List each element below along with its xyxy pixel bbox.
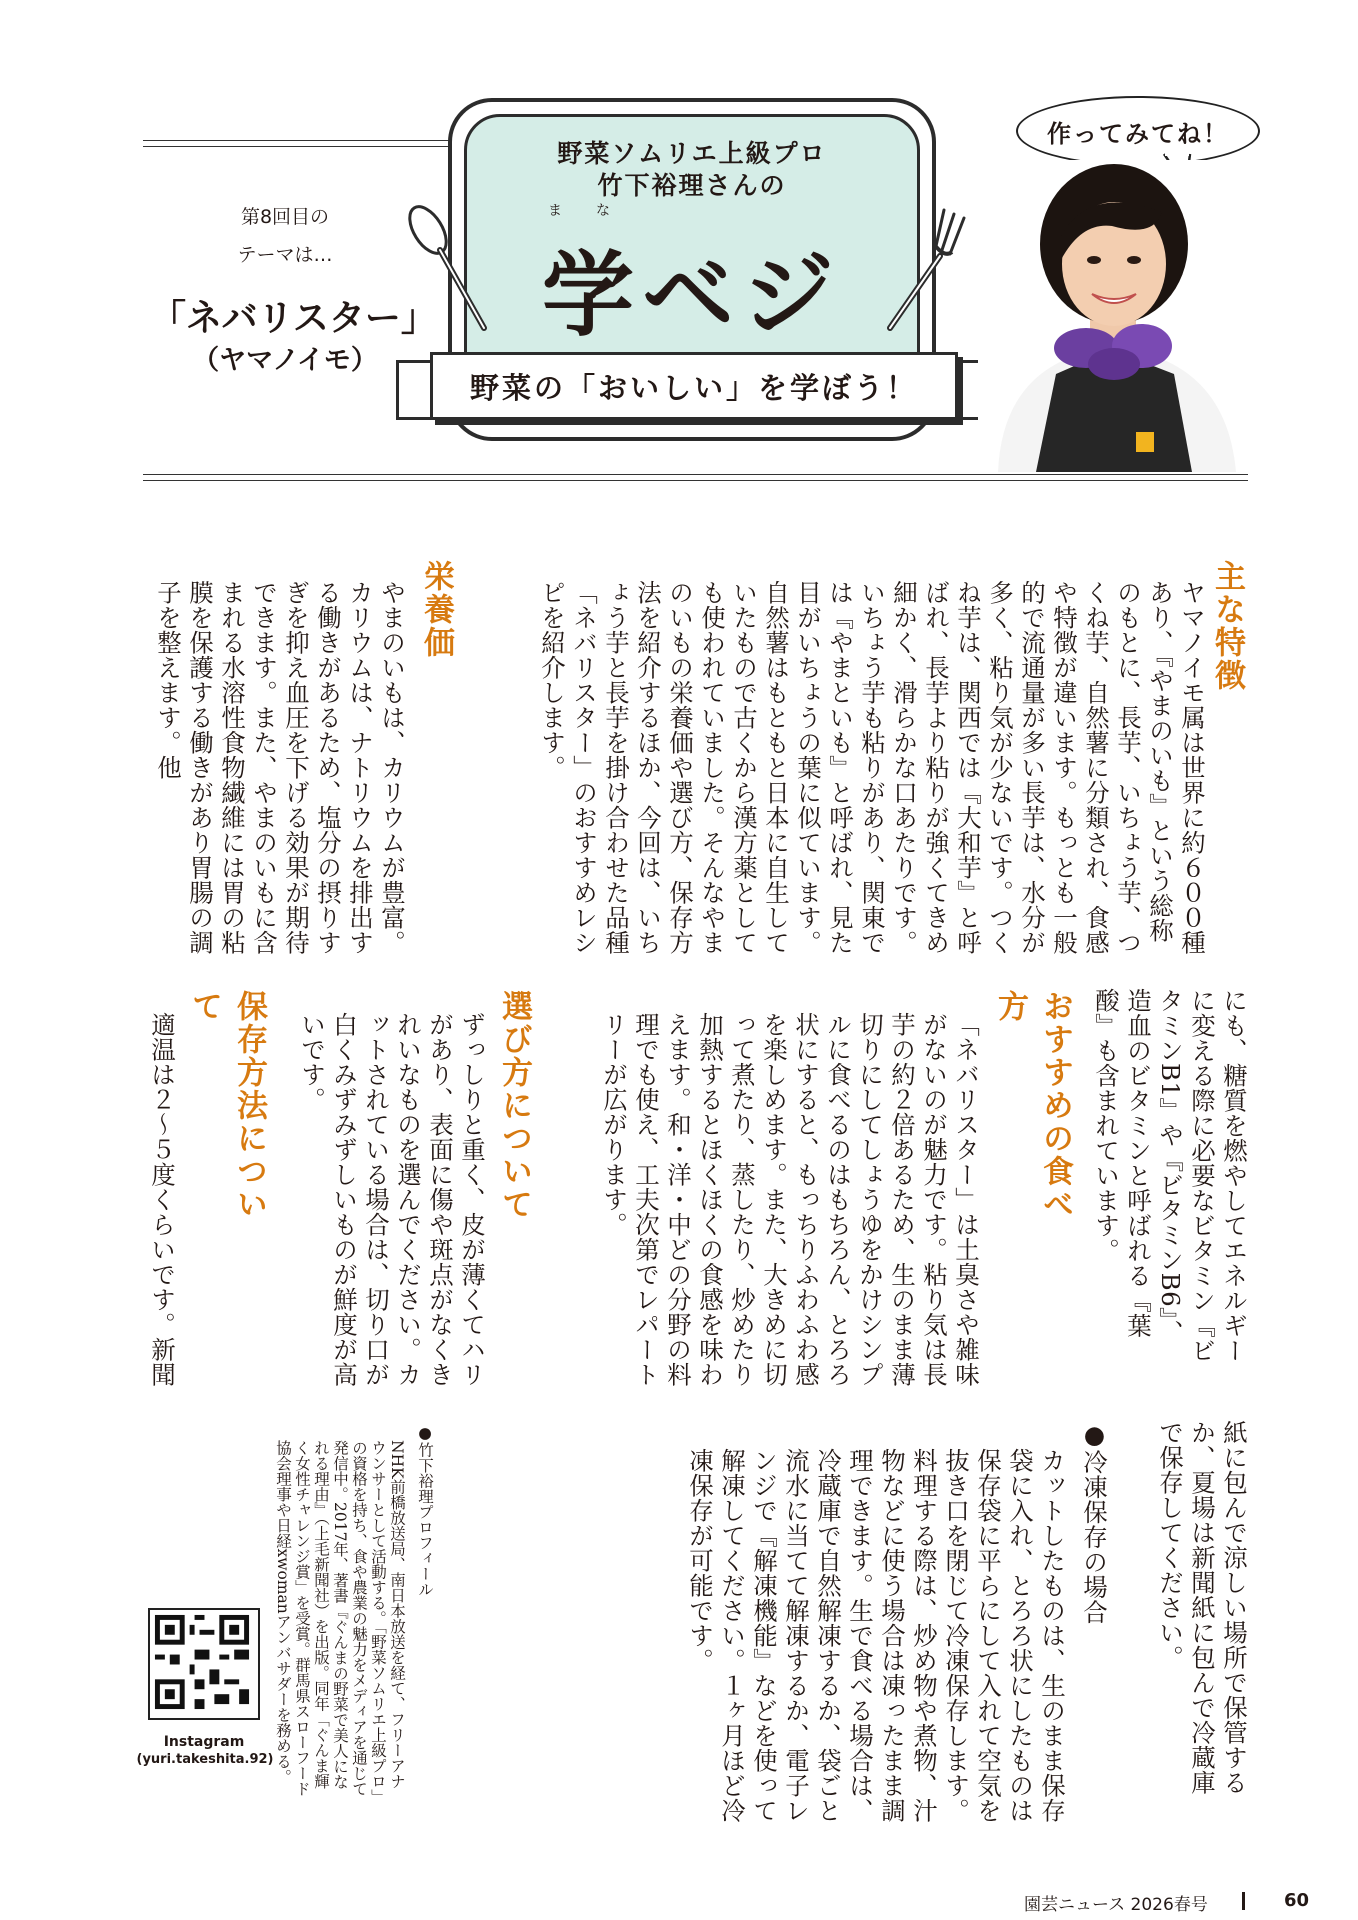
header-rule-bottom2 (143, 480, 1248, 481)
heading-features: 主な特徴 (1209, 560, 1245, 692)
text-storage-cont: 紙に包んで涼しい場所で保管するか、夏場は新聞紙に包んで冷蔵庫で保存してください。 (1156, 1420, 1249, 1795)
text-storage: 適温は２〜５度くらいです。新聞 (148, 1012, 177, 1387)
heading-eating: おすすめの食べ方 (992, 990, 1073, 1221)
profile-text: NHK前橋放送局、南日本放送を経て、フリーアナウンサーとして活動する。「野菜ソムリエ上級プロ」の資格を持ち、食や農業の魅力をメディアを通じて発信中。2017年、著書『ぐんまの野菜で美人になれる理由』（上毛新聞社）を出版。同年「ぐんま輝く女性チャレンジ賞」を受賞。群馬県スローフード協会理事や日経xwomanアンバサダーを務める。 (274, 1440, 406, 1797)
spoon-icon (406, 200, 496, 340)
subtitle-ribbon: 野菜の「おいしい」を学ぼう！ (430, 352, 958, 420)
title-ruby: まな (548, 203, 644, 219)
header-rule-top (143, 140, 453, 141)
theme-sub: （ヤマノイモ） (192, 345, 378, 376)
instagram-handle: (yuri.takeshita.92) (136, 1752, 274, 1767)
profile-title: ●竹下裕理プロフィール (416, 1424, 434, 1597)
header-rule-top2 (143, 146, 453, 147)
theme-name: 「ネバリスター」 (150, 298, 437, 339)
theme-line2: テーマは… (237, 244, 333, 266)
text-nutrition-cont: にも、糖質を燃やしてエネルギーに変える際に必要なビタミン『ビタミンB1』や『ビタミンB6』、造血のビタミンと呼ばれる『葉酸』も含まれています。 (1092, 988, 1249, 1363)
header-rule-bottom (143, 474, 1248, 475)
text-nutrition: やまのいもは、カリウムが豊富。カリウムは、ナトリウムを排出する働きがあるため、塩分の摂りすぎを抑え血圧を下げる効果が期待できます。また、やまのいもに含まれる水溶性食物繊維には胃の粘膜を保護する働きがあり胃腸の調子を整えます。他 (154, 580, 407, 955)
page-number: 60 (1284, 1890, 1310, 1911)
page-title: 学ベジ (541, 242, 842, 349)
plaque-line2: 竹下裕理さんの (597, 171, 787, 200)
qr-code[interactable] (148, 1608, 260, 1720)
heading-storage: 保存方法について (186, 990, 267, 1221)
footer-publication: 園芸ニュース 2026春号 (1024, 1895, 1208, 1915)
heading-nutrition: 栄養価 (418, 560, 454, 659)
theme-line1: 第8回目の (240, 206, 330, 228)
text-eating: 「ネバリスター」は土臭さや雑味がないのが魅力です。粘り気は長芋の約２倍あるため、生のまま薄切りにしてしょうゆをかけシンプルに食べるのはもちろん、とろろ状にすると、もっちりふわふわ感を楽しめます。また、大きめに切って煮たり、蒸したり、炒めたり加熱するとほくほくの食感を味わえます。和・洋・中どの分野の料理でも使え、工夫次第でレパートリーが広がります。 (600, 1012, 981, 1387)
freeze-heading: ●冷凍保存の場合 (1080, 1420, 1109, 1625)
heading-choosing: 選び方について (496, 990, 532, 1221)
speech-bubble: 作ってみてね！ (1016, 96, 1260, 166)
footer-separator (1242, 1892, 1245, 1910)
plaque-line1: 野菜ソムリエ上級プロ (557, 139, 827, 168)
qr-code-icon (150, 1610, 254, 1714)
portrait-photo (978, 160, 1250, 472)
fork-icon (878, 200, 978, 340)
text-features: ヤマノイモ属は世界に約６００種あり、『やまのいも』という総称のもとに、長芋、いちょう芋、つくね芋、自然薯に分類され、食感や特徴が違います。もっとも一般的で流通量が多い長芋は、水分が多く、粘り気が少ないです。つくね芋は、関西では『大和芋』と呼ばれ、長芋より粘りが強くてきめ細かく、滑らかな口あたりです。いちょう芋も粘りがあり、関東では『やまといも』と呼ばれ、見た目がいちょうの葉に似ています。自然薯はもともと日本に自生していたもので古くから漢方薬としても使われていました。そんなやまのいもの栄養価や選び方、保存方法を紹介するほか、今回は、いちょう芋と長芋を掛け合わせた品種「ネバリスター」のおすすめレシピを紹介します。 (538, 580, 1207, 955)
text-choosing: ずっしりと重く、皮が薄くてハリがあり、表面に傷や斑点がなくきれいなものを選んでください。カットされている場合は、切り口が白くみずみずしいものが鮮度が高いです。 (298, 1012, 487, 1387)
text-freeze: カットしたものは、生のまま保存袋に入れ、とろろ状にしたものは保存袋に平らにして入れて空気を抜き口を閉じて冷凍保存します。料理する際は、炒め物や煮物、汁物などに使う場合は凍ったまま調理できます。生で食べる場合は、冷蔵庫で自然解凍するか、袋ごと流水に当てて解凍するか、電子レンジで『解凍機能』などを使って解凍してください。１ヶ月ほど冷凍保存が可能です。 (686, 1448, 1067, 1823)
instagram-label: Instagram (163, 1734, 245, 1750)
